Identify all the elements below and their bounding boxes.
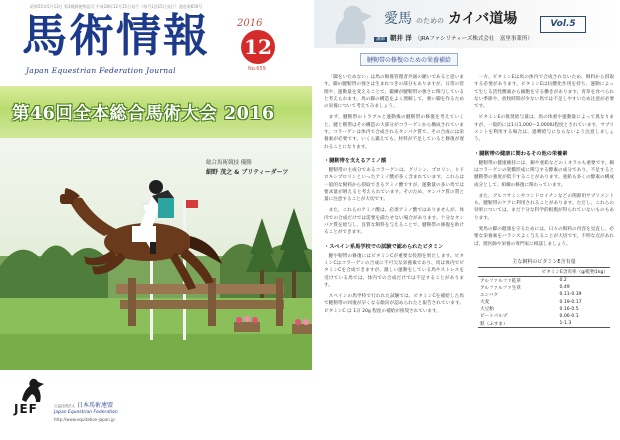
article-subtitle: 腱靭帯の修復のための栄養補給 — [360, 53, 458, 66]
publisher-prefix: 公益社団法人 — [54, 404, 75, 408]
body-paragraph: 腱靭帯の健康維持には、銅や亜鉛などのミネラルも重要です。銅はコラーゲンの架橋形成に関与する酵素の成分であり、不足すると腱靭帯の強度が低下することがあります。亜鉛も多くの酵素の構成成分として、組織の修復に関わっています。 — [474, 160, 614, 188]
table-row — [478, 299, 610, 306]
feed-name-cell: 大豆粕 — [480, 307, 494, 313]
english-title: Japan Equestrian Federation Journal — [26, 66, 176, 75]
vitamin-e-value-cell: 0.49 — [559, 285, 570, 291]
issue-month-badge: 12 — [241, 30, 275, 64]
jef-horse-logo — [18, 376, 48, 404]
vitamin-e-value-cell: 0.2 — [559, 278, 567, 284]
vitamin-e-value-cell: 1-1.3 — [529, 320, 610, 328]
publisher-url: http://www.equitation-japan.jp — [54, 417, 115, 422]
table-header-feed — [478, 267, 529, 276]
body-paragraph: 一方、ビタミンEは馬の体内で合成されないため、飼料から摂取する必要があります。ビタミンEは抗酸化作用を持ち、運動によって生じる活性酸素から細胞を守る働きがあります。青草を食べられない季節や、放牧時間が少ない馬では不足しやすいため注意が必要です。 — [474, 75, 614, 110]
publisher-name: 日本馬術連盟 — [77, 402, 114, 409]
caption-event: 総合馬術競技 優勝 — [206, 160, 252, 166]
right-column-text — [474, 74, 614, 248]
publisher-name-jp — [54, 400, 113, 409]
article-column-left — [324, 74, 464, 434]
body-paragraph: また、これらのアミノ酸は、必須アミノ酸ではありませんが、体内での合成だけでは需要を満たせない場合があります。十分なタンパク質を給与し、良質な飼料を与えることで、腱靭帯の修復を助けることができます。 — [324, 208, 464, 236]
body-paragraph: 愛馬の脚の健康を守るためには、日々の飼料の内容を見直し、必要な栄養素をバランスよく与えることが大切です。不明な点があれば、獣医師や栄養の専門家に相談しましょう。 — [474, 227, 614, 247]
author-name: 朝井 洋 — [390, 34, 412, 42]
vitamin-e-value-cell: 0.19-0.17 — [559, 299, 582, 305]
table-row — [478, 320, 610, 328]
body-paragraph: 腱靭帯の主成分であるコラーゲンは、グリシン、プロリン、ヒドロキシプロリンといったアミノ酸が多く含まれています。これらは一般的な飼料から摂取できるアミノ酸ですが、運動量の多い馬では要求量が増えると考えられています。そのため、タンパク質の質と量に注意することが大切です。 — [324, 167, 464, 203]
body-paragraph: 「脚をいためない」は馬の飼養管理者共通の願いであると思います。脚の腱靭帯の強さは生まれつきの部分もありますが、日常の管理や、運動量を変えることで、鍛練が腱靭帯の強さに関与していると考えられます。馬の脚の構造をよく理解して、強い脚を作るための栄養について考えてみましょう。 — [324, 75, 464, 110]
article-page — [314, 0, 620, 440]
table-row — [478, 313, 610, 320]
table-header-row — [478, 267, 610, 276]
jef-logo-text: JEF — [14, 402, 38, 416]
feed-name-cell: エンバク — [480, 292, 499, 298]
article-body — [324, 74, 614, 434]
photo-caption — [206, 159, 288, 177]
section-heading: ・スペイン系馬学校での試験で認められたビタミン — [324, 243, 444, 250]
publisher-name-en: Japan Equestrian Federation — [54, 410, 118, 415]
article-column-right — [474, 74, 614, 434]
body-paragraph: また、グルコサミンやコンドロイチンなどの関節用サプリメントも、腱靭帯のケアに利用されることがあります。ただし、これらの効果については、まだ十分な科学的根拠が得られていないものもあります。 — [474, 193, 614, 221]
body-paragraph: ビタミンEの推奨給与量は、馬の体重や運動量によって異なりますが、一般的には1日1,000〜2,000IU程度とされています。サプリメントを利用する場合は、過剰給与にならないよう注意しましょう。 — [474, 115, 614, 143]
vitamin-e-value-cell: 0.16-0.5 — [559, 306, 579, 312]
series-title-part2: のための — [416, 17, 444, 25]
author-line — [374, 33, 533, 42]
section-heading: ・腱靭帯を支えるアミノ酸 — [324, 157, 387, 164]
vitamin-e-value-cell: 0.11-0.39 — [559, 292, 582, 298]
series-title-part1: 愛馬 — [384, 11, 412, 27]
body-paragraph: スペインの馬学校で行われた試験では、ビタミンCを補給した馬で腱靭帯の回復が早くなる傾向が認められたと報告されています。ビタミンC は 1日 20g 程度の補給が推奨されています。 — [324, 294, 464, 314]
table-row — [478, 291, 610, 298]
caption-rider: 細野 茂之 & ブリティーダーツ — [206, 169, 289, 176]
horse-head-decoration — [326, 2, 376, 46]
author-affiliation: （JRAファシリティーズ株式会社 富里事業所） — [414, 36, 533, 42]
cover-photo — [0, 138, 312, 370]
feed-name-cell: アルファルファ乾草 — [480, 278, 521, 284]
body-paragraph: まず、腱靭帯のトラブルと運動後の腱靭帯の修復を考えていくと、腱と靭帯はその構造の大部分がコラーゲンから構成されています。コラーゲンは体内で合成されるタンパク質で、その合成には栄養素が必要です。いくら鍛えても、材料が不足していると修復が遅れることになります。 — [324, 115, 464, 150]
series-title-part3: カイバ道場 — [448, 11, 518, 27]
issue-year: 2016 — [237, 18, 263, 29]
table-row — [478, 306, 610, 313]
section-heading: ・腱靭帯の健康に関わるその他の栄養素 — [474, 150, 568, 157]
table-row — [478, 284, 610, 291]
feed-name-cell: 大麦 — [480, 300, 490, 306]
masthead-title: 馬術情報 — [22, 9, 211, 62]
feed-name-cell: ビートパルプ — [480, 314, 508, 320]
cover-headline: 第46回全本総合馬術大会 2016 — [12, 104, 275, 124]
author-tag: 講師 — [376, 37, 385, 42]
volume-badge: Vol.5 — [540, 16, 586, 33]
vitamin-e-table — [478, 267, 610, 328]
series-title — [384, 8, 517, 28]
feed-name-cell: アルファルファ生草 — [480, 285, 521, 291]
feed-name-cell: 麩（ふすま） — [478, 320, 529, 328]
table-row — [478, 276, 610, 284]
article-header — [314, 0, 620, 48]
table-header-value: ビタミンE含有率（g/乾物1kg） — [529, 267, 610, 276]
table-title: 主な飼料のビタミンE含有量 — [512, 258, 576, 265]
issue-number: No.659 — [248, 66, 266, 72]
publication-line: 昭和55年5月13日 第3種郵便物認可 平成28年12月15日発行（毎月1回15日発行）通巻第659号 — [30, 4, 203, 9]
vitamin-e-value-cell: 0.06-0.1 — [559, 313, 579, 319]
body-paragraph: 腱や靭帯の修復にはビタミンCが重要な役割を果たします。ビタミンCはコラーゲンの合成に不可欠な栄養素であり、馬は体内でビタミンCを合成できますが、激しい運動をしている馬やストレスを受けている馬では、体内での合成だけでは不足することがあります。 — [324, 253, 464, 288]
